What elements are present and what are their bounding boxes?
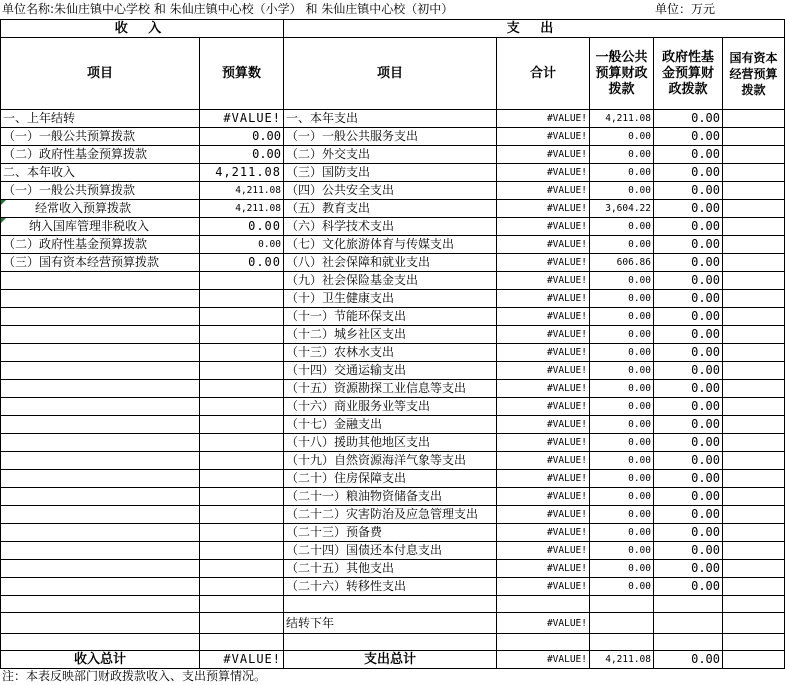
empty-cell [200, 560, 284, 578]
table-row [1, 362, 785, 380]
table-row [1, 506, 785, 524]
empty-cell [723, 634, 785, 651]
income-item-label: 纳入国库管理非税收入 [1, 218, 200, 236]
empty-cell [1, 488, 200, 506]
expense-total: #VALUE! [497, 398, 590, 416]
income-section-title: 收 入 [1, 20, 284, 38]
expense-total: #VALUE! [497, 452, 590, 470]
income-item-value: #VALUE! [200, 110, 284, 128]
empty-cell [200, 434, 284, 452]
expense-total: #VALUE! [497, 308, 590, 326]
expense-total: #VALUE! [497, 200, 590, 218]
income-item-label: 经常收入预算拨款 [1, 200, 200, 218]
expense-general: 0.00 [590, 290, 654, 308]
expense-fund: 0.00 [654, 344, 723, 362]
expense-state [723, 578, 785, 596]
expense-item-label: （十）卫生健康支出 [284, 290, 497, 308]
empty-cell [1, 362, 200, 380]
expense-general: 0.00 [590, 128, 654, 146]
expense-state [723, 506, 785, 524]
income-item-value: 4,211.08 [200, 164, 284, 182]
empty-cell [723, 613, 785, 634]
expense-total: #VALUE! [497, 236, 590, 254]
col-budget: 预算数 [200, 38, 284, 110]
expense-item-label: （十六）商业服务业等支出 [284, 398, 497, 416]
expense-item-label: （一）一般公共服务支出 [284, 128, 497, 146]
expense-item-label: （九）社会保险基金支出 [284, 272, 497, 290]
expense-fund: 0.00 [654, 542, 723, 560]
expense-general: 0.00 [590, 218, 654, 236]
expense-state [723, 434, 785, 452]
table-row [1, 110, 785, 128]
empty-cell [1, 326, 200, 344]
expense-total: #VALUE! [497, 272, 590, 290]
budget-table [0, 19, 785, 669]
income-item-label: （一）一般公共预算拨款 [1, 182, 200, 200]
expense-item-label: （二十四）国债还本付息支出 [284, 542, 497, 560]
carryover-row [1, 613, 785, 634]
expense-state [723, 380, 785, 398]
table-row [1, 272, 785, 290]
expense-fund: 0.00 [654, 560, 723, 578]
expense-state [723, 110, 785, 128]
expense-fund: 0.00 [654, 272, 723, 290]
col-state: 国有资本经营预算拨款 [723, 38, 785, 110]
income-item-label: 二、本年收入 [1, 164, 200, 182]
expense-item-label: （二十二）灾害防治及应急管理支出 [284, 506, 497, 524]
expense-item-label: （八）社会保障和就业支出 [284, 254, 497, 272]
empty-cell [200, 380, 284, 398]
table-row [1, 542, 785, 560]
empty-cell [1, 634, 200, 651]
col-item2: 项目 [284, 38, 497, 110]
empty-cell [1, 290, 200, 308]
expense-item-label: （十三）农林水支出 [284, 344, 497, 362]
expense-item-label: （十八）援助其他地区支出 [284, 434, 497, 452]
expense-fund: 0.00 [654, 146, 723, 164]
table-row [1, 128, 785, 146]
expense-item-label: （十九）自然资源海洋气象等支出 [284, 452, 497, 470]
expense-general: 606.86 [590, 254, 654, 272]
expense-total: #VALUE! [497, 416, 590, 434]
expense-general: 0.00 [590, 560, 654, 578]
empty-cell [200, 452, 284, 470]
income-item-label: （二）政府性基金预算拨款 [1, 236, 200, 254]
table-row [1, 326, 785, 344]
expense-general: 0.00 [590, 146, 654, 164]
empty-cell [200, 344, 284, 362]
expense-total: #VALUE! [497, 182, 590, 200]
expense-state [723, 254, 785, 272]
expense-fund: 0.00 [654, 200, 723, 218]
expense-state [723, 200, 785, 218]
expense-state [723, 290, 785, 308]
expense-state [723, 416, 785, 434]
expense-state [723, 164, 785, 182]
empty-cell [200, 596, 284, 613]
expense-state [723, 452, 785, 470]
expense-general: 0.00 [590, 344, 654, 362]
expense-total: #VALUE! [497, 164, 590, 182]
empty-cell [723, 596, 785, 613]
empty-cell [1, 398, 200, 416]
expense-item-label: 一、本年支出 [284, 110, 497, 128]
income-item-value: 0.00 [200, 146, 284, 164]
expense-general: 0.00 [590, 380, 654, 398]
column-header-row [1, 38, 785, 110]
expense-item-label: （十五）资源勘探工业信息等支出 [284, 380, 497, 398]
expense-fund: 0.00 [654, 470, 723, 488]
expense-fund-sum: 0.00 [654, 651, 723, 669]
empty-cell [284, 596, 497, 613]
empty-cell [654, 596, 723, 613]
table-row [1, 560, 785, 578]
table-row [1, 398, 785, 416]
expense-state [723, 146, 785, 164]
expense-total: #VALUE! [497, 110, 590, 128]
income-item-value: 0.00 [200, 254, 284, 272]
table-row [1, 578, 785, 596]
expense-general: 0.00 [590, 506, 654, 524]
empty-cell [200, 578, 284, 596]
income-item-label: （一）一般公共预算拨款 [1, 128, 200, 146]
empty-cell [654, 634, 723, 651]
expense-state [723, 182, 785, 200]
col-fund: 政府性基金预算财政拨款 [654, 38, 723, 110]
expense-fund: 0.00 [654, 434, 723, 452]
expense-fund: 0.00 [654, 236, 723, 254]
empty-cell [497, 634, 590, 651]
carryover-label: 结转下年 [284, 613, 497, 634]
expense-general: 0.00 [590, 272, 654, 290]
table-row [1, 380, 785, 398]
income-item-value: 4,211.08 [200, 200, 284, 218]
expense-item-label: （三）国防支出 [284, 164, 497, 182]
expense-total-label: 支出总计 [284, 651, 497, 669]
col-item: 项目 [1, 38, 200, 110]
expense-general: 0.00 [590, 416, 654, 434]
empty-cell [1, 542, 200, 560]
expense-total: #VALUE! [497, 254, 590, 272]
empty-cell [200, 398, 284, 416]
expense-item-label: （十二）城乡社区支出 [284, 326, 497, 344]
expense-general: 0.00 [590, 326, 654, 344]
expense-fund: 0.00 [654, 452, 723, 470]
expense-fund: 0.00 [654, 182, 723, 200]
table-row [1, 254, 785, 272]
expense-general-sum: 4,211.08 [590, 651, 654, 669]
expense-fund: 0.00 [654, 398, 723, 416]
empty-cell [200, 613, 284, 634]
expense-fund: 0.00 [654, 578, 723, 596]
expense-general: 0.00 [590, 236, 654, 254]
expense-total: #VALUE! [497, 488, 590, 506]
empty-cell [200, 524, 284, 542]
empty-cell [590, 634, 654, 651]
blank-row [1, 596, 785, 613]
expense-item-label: （二十五）其他支出 [284, 560, 497, 578]
expense-item-label: （二十）住房保障支出 [284, 470, 497, 488]
expense-total: #VALUE! [497, 326, 590, 344]
table-row [1, 434, 785, 452]
expense-fund: 0.00 [654, 128, 723, 146]
expense-fund: 0.00 [654, 290, 723, 308]
empty-cell [590, 613, 654, 634]
empty-cell [1, 344, 200, 362]
expense-fund: 0.00 [654, 524, 723, 542]
expense-general: 0.00 [590, 470, 654, 488]
unit-name: 单位名称:朱仙庄镇中心学校 和 朱仙庄镇中心校（小学） 和 朱仙庄镇中心校（初中） [2, 2, 454, 16]
empty-cell [1, 308, 200, 326]
expense-general: 0.00 [590, 164, 654, 182]
empty-cell [1, 578, 200, 596]
expense-general: 0.00 [590, 542, 654, 560]
footnote: 注：本表反映部门财政拨款收入、支出预算情况。 [2, 669, 267, 683]
empty-cell [200, 362, 284, 380]
expense-general: 0.00 [590, 452, 654, 470]
empty-cell [1, 596, 200, 613]
expense-item-label: （五）教育支出 [284, 200, 497, 218]
empty-cell [1, 506, 200, 524]
empty-cell [654, 613, 723, 634]
expense-state [723, 344, 785, 362]
empty-cell [200, 488, 284, 506]
expense-item-label: （二十三）预备费 [284, 524, 497, 542]
income-total-value: #VALUE! [200, 651, 284, 669]
expense-total: #VALUE! [497, 146, 590, 164]
expense-state [723, 128, 785, 146]
expense-total: #VALUE! [497, 362, 590, 380]
expense-total: #VALUE! [497, 506, 590, 524]
expense-state [723, 524, 785, 542]
expense-state [723, 362, 785, 380]
expense-state [723, 488, 785, 506]
expense-fund: 0.00 [654, 488, 723, 506]
empty-cell [200, 542, 284, 560]
empty-cell [200, 634, 284, 651]
expense-fund: 0.00 [654, 110, 723, 128]
empty-cell [1, 470, 200, 488]
expense-general: 0.00 [590, 362, 654, 380]
unit-label: 单位：万元 [655, 2, 716, 16]
table-row [1, 236, 785, 254]
empty-cell [200, 470, 284, 488]
empty-cell [1, 272, 200, 290]
expense-general: 0.00 [590, 398, 654, 416]
empty-cell [200, 290, 284, 308]
expense-total: #VALUE! [497, 128, 590, 146]
expense-fund: 0.00 [654, 416, 723, 434]
expense-total: #VALUE! [497, 578, 590, 596]
empty-cell [200, 416, 284, 434]
expense-item-label: （十一）节能环保支出 [284, 308, 497, 326]
expense-fund: 0.00 [654, 326, 723, 344]
expense-state [723, 308, 785, 326]
expense-section-title: 支 出 [284, 20, 785, 38]
expense-fund: 0.00 [654, 362, 723, 380]
empty-cell [200, 506, 284, 524]
income-item-label: 一、上年结转 [1, 110, 200, 128]
expense-item-label: （二十六）转移性支出 [284, 578, 497, 596]
expense-state [723, 470, 785, 488]
table-row [1, 524, 785, 542]
table-row [1, 470, 785, 488]
expense-total: #VALUE! [497, 560, 590, 578]
empty-cell [497, 596, 590, 613]
expense-total: #VALUE! [497, 218, 590, 236]
expense-total: #VALUE! [497, 470, 590, 488]
table-row [1, 146, 785, 164]
table-row [1, 488, 785, 506]
expense-total: #VALUE! [497, 434, 590, 452]
empty-cell [590, 596, 654, 613]
income-total-label: 收入总计 [1, 651, 200, 669]
expense-general: 0.00 [590, 488, 654, 506]
expense-total-sum: #VALUE! [497, 651, 590, 669]
table-row [1, 200, 785, 218]
col-general: 一般公共预算财政拨款 [590, 38, 654, 110]
table-row [1, 164, 785, 182]
expense-state [723, 398, 785, 416]
empty-cell [1, 560, 200, 578]
income-item-value: 0.00 [200, 128, 284, 146]
empty-cell [200, 272, 284, 290]
expense-item-label: （四）公共安全支出 [284, 182, 497, 200]
expense-item-label: （七）文化旅游体育与传媒支出 [284, 236, 497, 254]
empty-cell [1, 416, 200, 434]
expense-general: 0.00 [590, 182, 654, 200]
empty-cell [1, 524, 200, 542]
expense-total: #VALUE! [497, 344, 590, 362]
expense-state [723, 560, 785, 578]
expense-total: #VALUE! [497, 524, 590, 542]
expense-item-label: （二）外交支出 [284, 146, 497, 164]
income-item-label: （三）国有资本经营预算拨款 [1, 254, 200, 272]
expense-fund: 0.00 [654, 218, 723, 236]
expense-fund: 0.00 [654, 254, 723, 272]
expense-item-label: （六）科学技术支出 [284, 218, 497, 236]
income-item-value: 0.00 [200, 236, 284, 254]
expense-state [723, 272, 785, 290]
expense-general: 0.00 [590, 308, 654, 326]
empty-cell [1, 452, 200, 470]
empty-cell [200, 308, 284, 326]
empty-cell [1, 613, 200, 634]
income-item-value: 0.00 [200, 218, 284, 236]
empty-cell [200, 326, 284, 344]
totals-row [1, 651, 785, 669]
empty-cell [723, 651, 785, 669]
income-item-label: （二）政府性基金预算拨款 [1, 146, 200, 164]
expense-total: #VALUE! [497, 542, 590, 560]
expense-fund: 0.00 [654, 164, 723, 182]
table-row [1, 182, 785, 200]
expense-state [723, 218, 785, 236]
expense-state [723, 326, 785, 344]
income-item-value: 4,211.08 [200, 182, 284, 200]
empty-cell [284, 634, 497, 651]
expense-total: #VALUE! [497, 290, 590, 308]
expense-general: 0.00 [590, 578, 654, 596]
table-row [1, 308, 785, 326]
expense-item-label: （二十一）粮油物资储备支出 [284, 488, 497, 506]
section-row [1, 20, 785, 38]
expense-state [723, 236, 785, 254]
expense-item-label: （十七）金融支出 [284, 416, 497, 434]
expense-state [723, 542, 785, 560]
carryover-total: #VALUE! [497, 613, 590, 634]
col-total: 合计 [497, 38, 590, 110]
expense-general: 0.00 [590, 524, 654, 542]
expense-fund: 0.00 [654, 380, 723, 398]
empty-cell [1, 434, 200, 452]
table-row [1, 416, 785, 434]
expense-total: #VALUE! [497, 380, 590, 398]
expense-general: 3,604.22 [590, 200, 654, 218]
table-row [1, 344, 785, 362]
blank-row [1, 634, 785, 651]
empty-cell [1, 380, 200, 398]
table-row [1, 218, 785, 236]
expense-general: 0.00 [590, 434, 654, 452]
expense-fund: 0.00 [654, 506, 723, 524]
expense-general: 4,211.08 [590, 110, 654, 128]
table-row [1, 290, 785, 308]
expense-item-label: （十四）交通运输支出 [284, 362, 497, 380]
expense-fund: 0.00 [654, 308, 723, 326]
table-row [1, 452, 785, 470]
